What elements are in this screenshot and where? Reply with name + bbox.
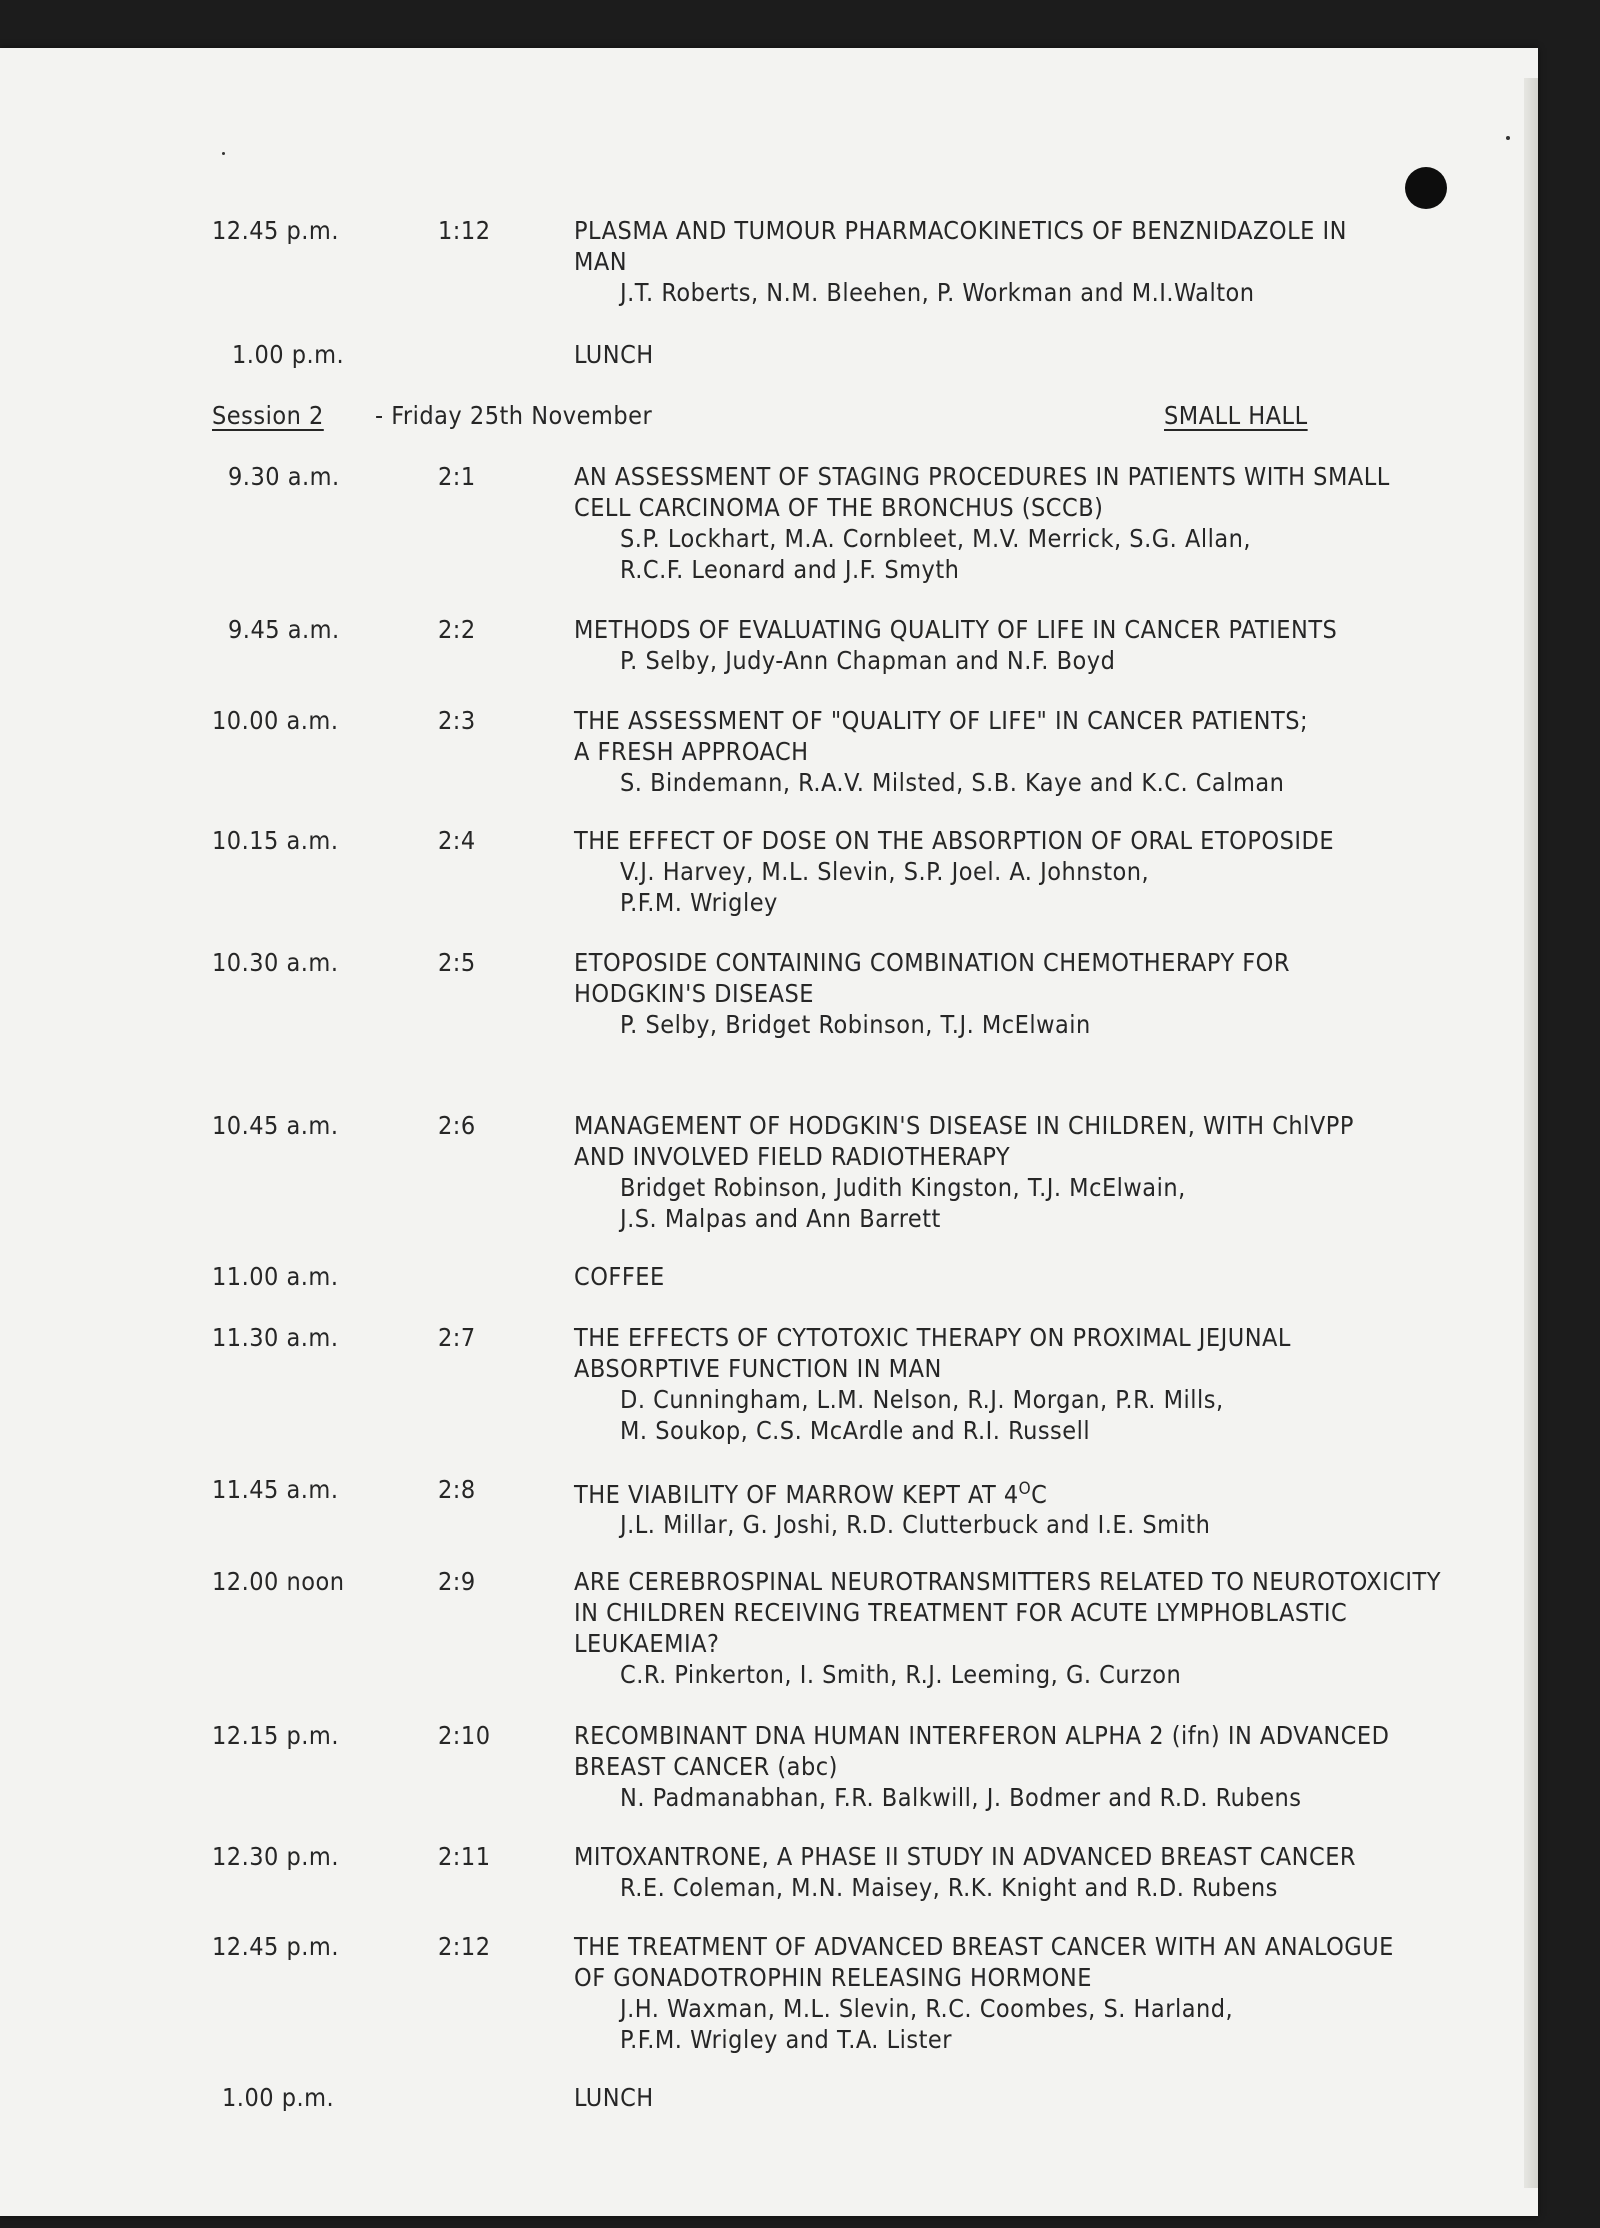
entry-time: 10.15 a.m. <box>212 826 339 855</box>
entry-title: LEUKAEMIA? <box>574 1629 720 1658</box>
entry-time: 1.00 p.m. <box>232 340 345 369</box>
entry-title: AND INVOLVED FIELD RADIOTHERAPY <box>574 1142 1011 1171</box>
entry-title: RECOMBINANT DNA HUMAN INTERFERON ALPHA 2 (ifn) IN ADVANCED <box>574 1721 1390 1750</box>
entry-authors: S.P. Lockhart, M.A. Cornbleet, M.V. Merrick, S.G. Allan, <box>620 524 1252 553</box>
entry-code: 2:3 <box>438 706 476 735</box>
session-date: - Friday 25th November <box>375 401 653 430</box>
entry-code: 2:11 <box>438 1842 491 1871</box>
entry-title-unit: C <box>1031 1480 1048 1509</box>
entry-authors: P.F.M. Wrigley <box>620 888 778 917</box>
entry-title: OF GONADOTROPHIN RELEASING HORMONE <box>574 1963 1092 1992</box>
entry-time: 12.15 p.m. <box>212 1721 339 1750</box>
degree-superscript: O <box>1018 1479 1032 1499</box>
entry-title: IN CHILDREN RECEIVING TREATMENT FOR ACUTE LYMPHOBLASTIC <box>574 1598 1348 1627</box>
entry-authors: P. Selby, Bridget Robinson, T.J. McElwain <box>620 1010 1091 1039</box>
entry-authors: P. Selby, Judy-Ann Chapman and N.F. Boyd <box>620 646 1116 675</box>
entry-authors: P.F.M. Wrigley and T.A. Lister <box>620 2025 952 2054</box>
entry-title: A FRESH APPROACH <box>574 737 809 766</box>
entry-time: 12.45 p.m. <box>212 216 339 245</box>
entry-title: LUNCH <box>574 340 654 369</box>
entry-code: 2:9 <box>438 1567 476 1596</box>
entry-title: THE ASSESSMENT OF "QUALITY OF LIFE" IN CANCER PATIENTS; <box>574 706 1309 735</box>
session-label: Session 2 <box>212 401 324 430</box>
entry-authors: J.S. Malpas and Ann Barrett <box>620 1204 941 1233</box>
entry-code: 1:12 <box>438 216 491 245</box>
entry-title: PLASMA AND TUMOUR PHARMACOKINETICS OF BENZNIDAZOLE IN <box>574 216 1347 245</box>
entry-time: 9.45 a.m. <box>228 615 340 644</box>
entry-time: 9.30 a.m. <box>228 462 340 491</box>
programme-schedule <box>0 48 1538 2216</box>
entry-code: 2:4 <box>438 826 476 855</box>
entry-time: 10.30 a.m. <box>212 948 339 977</box>
session-venue: SMALL HALL <box>1164 401 1308 430</box>
entry-authors: D. Cunningham, L.M. Nelson, R.J. Morgan, P.R. Mills, <box>620 1385 1224 1414</box>
entry-title: MANAGEMENT OF HODGKIN'S DISEASE IN CHILDREN, WITH ChlVPP <box>574 1111 1354 1140</box>
entry-title: CELL CARCINOMA OF THE BRONCHUS (SCCB) <box>574 493 1104 522</box>
entry-time: 12.45 p.m. <box>212 1932 339 1961</box>
document-page <box>0 48 1538 2216</box>
entry-time: 10.00 a.m. <box>212 706 339 735</box>
entry-title: ABSORPTIVE FUNCTION IN MAN <box>574 1354 942 1383</box>
entry-time: 12.30 p.m. <box>212 1842 339 1871</box>
entry-title: MITOXANTRONE, A PHASE II STUDY IN ADVANCED BREAST CANCER <box>574 1842 1357 1871</box>
entry-authors: R.E. Coleman, M.N. Maisey, R.K. Knight and R.D. Rubens <box>620 1873 1278 1902</box>
entry-authors: J.H. Waxman, M.L. Slevin, R.C. Coombes, S. Harland, <box>620 1994 1234 2023</box>
entry-title: THE TREATMENT OF ADVANCED BREAST CANCER WITH AN ANALOGUE <box>574 1932 1394 1961</box>
entry-time: 10.45 a.m. <box>212 1111 339 1140</box>
entry-time: 12.00 noon <box>212 1567 345 1596</box>
entry-time: 1.00 p.m. <box>222 2083 335 2112</box>
entry-code: 2:6 <box>438 1111 476 1140</box>
entry-title: HODGKIN'S DISEASE <box>574 979 814 1008</box>
entry-code: 2:5 <box>438 948 476 977</box>
entry-authors: Bridget Robinson, Judith Kingston, T.J. McElwain, <box>620 1173 1186 1202</box>
entry-code: 2:12 <box>438 1932 491 1961</box>
entry-title-text: THE VIABILITY OF MARROW KEPT AT 4 <box>574 1480 1019 1509</box>
entry-code: 2:10 <box>438 1721 491 1750</box>
entry-title: THE EFFECTS OF CYTOTOXIC THERAPY ON PROXIMAL JEJUNAL <box>574 1323 1291 1352</box>
entry-title: COFFEE <box>574 1262 665 1291</box>
entry-title: AN ASSESSMENT OF STAGING PROCEDURES IN PATIENTS WITH SMALL <box>574 462 1390 491</box>
entry-title: BREAST CANCER (abc) <box>574 1752 838 1781</box>
entry-authors: V.J. Harvey, M.L. Slevin, S.P. Joel. A. Johnston, <box>620 857 1150 886</box>
entry-code: 2:2 <box>438 615 476 644</box>
entry-time: 11.30 a.m. <box>212 1323 339 1352</box>
entry-authors: J.L. Millar, G. Joshi, R.D. Clutterbuck and I.E. Smith <box>620 1510 1211 1539</box>
entry-title: MAN <box>574 247 628 276</box>
entry-authors: J.T. Roberts, N.M. Bleehen, P. Workman and M.I.Walton <box>620 278 1255 307</box>
entry-authors: N. Padmanabhan, F.R. Balkwill, J. Bodmer and R.D. Rubens <box>620 1783 1302 1812</box>
entry-title <box>574 1474 1047 1510</box>
entry-time: 11.45 a.m. <box>212 1475 339 1504</box>
entry-title: THE EFFECT OF DOSE ON THE ABSORPTION OF ORAL ETOPOSIDE <box>574 826 1335 855</box>
entry-authors: M. Soukop, C.S. McArdle and R.I. Russell <box>620 1416 1091 1445</box>
entry-authors: C.R. Pinkerton, I. Smith, R.J. Leeming, G. Curzon <box>620 1660 1182 1689</box>
entry-title: ETOPOSIDE CONTAINING COMBINATION CHEMOTHERAPY FOR <box>574 948 1290 977</box>
entry-authors: S. Bindemann, R.A.V. Milsted, S.B. Kaye and K.C. Calman <box>620 768 1285 797</box>
entry-time: 11.00 a.m. <box>212 1262 339 1291</box>
entry-authors: R.C.F. Leonard and J.F. Smyth <box>620 555 960 584</box>
entry-code: 2:8 <box>438 1475 476 1504</box>
entry-code: 2:7 <box>438 1323 476 1352</box>
entry-title: METHODS OF EVALUATING QUALITY OF LIFE IN CANCER PATIENTS <box>574 615 1338 644</box>
entry-title: LUNCH <box>574 2083 654 2112</box>
entry-code: 2:1 <box>438 462 476 491</box>
entry-title: ARE CEREBROSPINAL NEUROTRANSMITTERS RELATED TO NEUROTOXICITY <box>574 1567 1442 1596</box>
